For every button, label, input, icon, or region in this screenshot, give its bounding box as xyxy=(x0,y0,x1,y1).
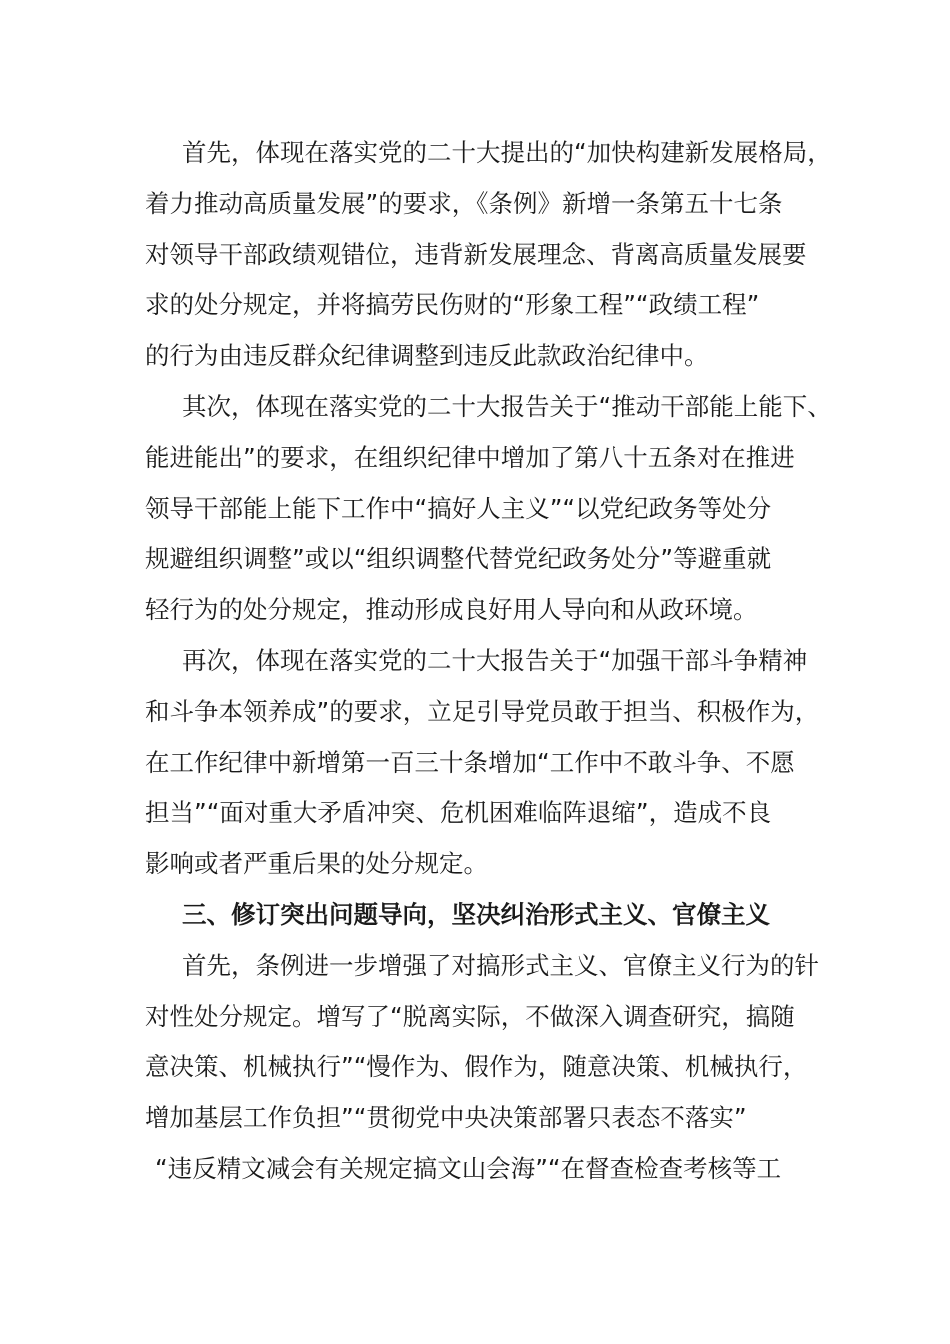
paragraph-4-line-5: “违反精文减会有关规定搞文山会海”“在督查检查考核等工 xyxy=(155,1153,782,1183)
paragraph-1-line-1: 首先，体现在落实党的二十大提出的“加快构建新发展格局， xyxy=(182,138,832,167)
paragraph-4-line-4: 增加基层工作负担”“贯彻党中央决策部署只表态不落实” xyxy=(145,1103,747,1133)
paragraph-4-line-2: 对性处分规定。增写了“脱离实际，不做深入调查研究，搞随 xyxy=(145,1001,795,1031)
paragraph-1-line-3: 对领导干部政绩观错位，违背新发展理念、背离高质量发展要 xyxy=(145,239,807,269)
paragraph-1-line-4: 求的处分规定，并将搞劳民伤财的“形象工程”“政绩工程” xyxy=(145,290,760,320)
paragraph-3-line-2: 和斗争本领养成”的要求，立足引导党员敢于担当、积极作为， xyxy=(145,696,820,726)
paragraph-4-line-3: 意决策、机械执行”“慢作为、假作为，随意决策、机械执行， xyxy=(145,1052,808,1082)
paragraph-1-line-5: 的行为由违反群众纪律调整到违反此款政治纪律中。 xyxy=(145,341,709,371)
paragraph-3-line-1: 再次，体现在落实党的二十大报告关于“加强干部斗争精神 xyxy=(182,645,808,675)
document-body xyxy=(145,128,832,1195)
paragraph-2-line-2: 能进能出”的要求，在组织纪律中增加了第八十五条对在推进 xyxy=(145,442,795,472)
paragraph-2-line-4: 规避组织调整”或以“组织调整代替党纪政务处分”等避重就 xyxy=(145,544,772,574)
paragraph-2-line-1: 其次，体现在落实党的二十大报告关于“推动干部能上能下、 xyxy=(182,391,832,421)
paragraph-3-line-4: 担当”“面对重大矛盾冲突、危机困难临阵退缩”，造成不良 xyxy=(145,798,772,828)
paragraph-4-line-1: 首先，条例进一步增强了对搞形式主义、官僚主义行为的针 xyxy=(182,950,819,980)
section-heading: 三、修订突出问题导向，坚决纠治形式主义、官僚主义 xyxy=(182,899,770,929)
paragraph-3-line-3: 在工作纪律中新增第一百三十条增加“工作中不敢斗争、不愿 xyxy=(145,747,795,777)
paragraph-2-line-3: 领导干部能上能下工作中“搞好人主义”“以党纪政务等处分 xyxy=(145,493,772,523)
paragraph-2-line-5: 轻行为的处分规定，推动形成良好用人导向和从政环境。 xyxy=(145,595,758,625)
paragraph-1-line-2: 着力推动高质量发展”的要求，《条例》新增一条第五十七条 xyxy=(145,188,783,218)
paragraph-3-line-5: 影响或者严重后果的处分规定。 xyxy=(145,849,488,879)
